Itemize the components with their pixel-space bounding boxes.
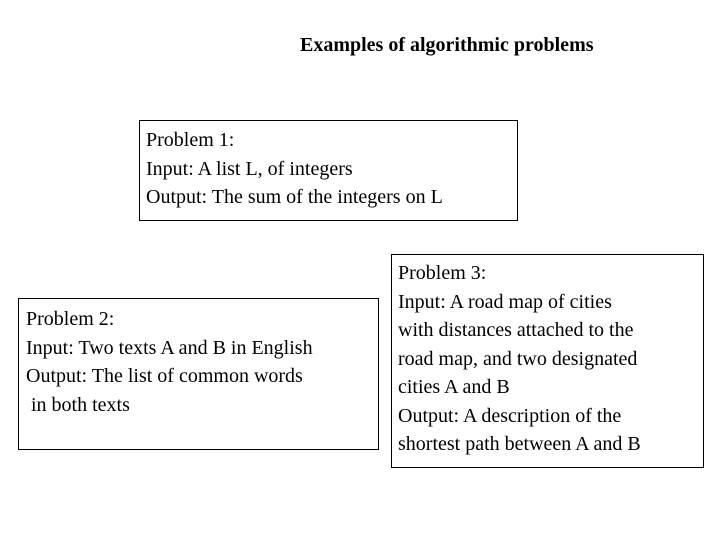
problem-2-output: Output: The list of common words — [26, 365, 303, 387]
problem-1-input: Input: A list L, of integers — [146, 157, 353, 180]
problem-1-heading: Problem 1: — [146, 129, 235, 151]
problem-3-output: Output: A description of the — [398, 404, 622, 427]
problem-2-box — [18, 298, 379, 450]
problem-1-box — [139, 120, 518, 221]
problem-1-output: Output: The sum of the integers on L — [146, 186, 443, 208]
problem-3-input-line-3: road map, and two designated — [398, 347, 638, 370]
problem-2-heading: Problem 2: — [26, 308, 115, 330]
slide-title: Examples of algorithmic problems — [300, 34, 594, 56]
problem-3-input-line-2: with distances attached to the — [398, 319, 634, 341]
problem-2-output-continued: in both texts — [26, 393, 130, 416]
problem-3-input: Input: A road map of cities — [398, 290, 612, 313]
problem-3-input-line-4: cities A and B — [398, 376, 510, 398]
problem-2-input: Input: Two texts A and B in English — [26, 336, 313, 359]
problem-3-output-line-2: shortest path between A and B — [398, 433, 641, 455]
problem-3-heading: Problem 3: — [398, 262, 487, 284]
problem-3-box — [391, 254, 704, 468]
